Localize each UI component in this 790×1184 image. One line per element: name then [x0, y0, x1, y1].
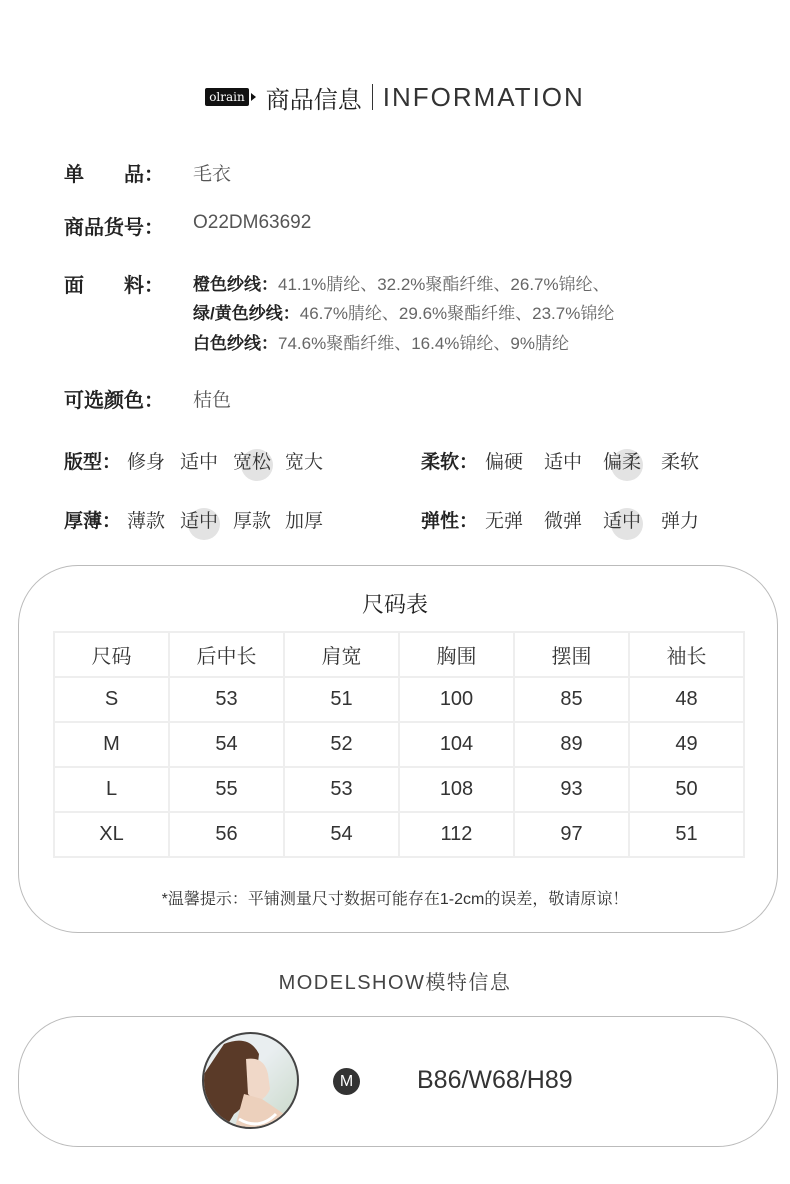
- attribute-option-wrap: [233, 506, 271, 533]
- table-cell: 89: [514, 722, 629, 767]
- attribute-option-selected: 适中: [603, 511, 642, 532]
- fabric-line: [193, 329, 569, 354]
- fabric-name: 绿/黄色纱线：: [193, 304, 300, 323]
- table-cell: 胸围: [399, 632, 514, 677]
- attribute-option: 厚款: [233, 511, 272, 532]
- attribute-option-wrap: [603, 506, 641, 533]
- section-header: [0, 80, 790, 114]
- attribute-option: 弹力: [661, 511, 700, 532]
- model-card: [18, 1016, 778, 1147]
- play-arrow-icon: [251, 93, 256, 101]
- table-cell: 100: [399, 677, 514, 722]
- table-cell: 尺码: [54, 632, 169, 677]
- attribute-row: [421, 447, 478, 474]
- attribute-option: 偏硬: [485, 452, 524, 473]
- table-row: [54, 677, 744, 722]
- attribute-option-wrap: [603, 447, 641, 474]
- table-cell: S: [54, 677, 169, 722]
- table-cell: 50: [629, 767, 744, 812]
- attribute-option-wrap: [544, 506, 582, 533]
- attribute-option-wrap: [544, 447, 582, 474]
- attribute-option-wrap: [127, 506, 165, 533]
- table-cell: L: [54, 767, 169, 812]
- fabric-value: 41.1%腈纶、32.2%聚酯纤维、26.7%锦纶、: [278, 275, 610, 294]
- table-cell: XL: [54, 812, 169, 857]
- fabric-label: 面 料：: [64, 275, 164, 297]
- brand-logo: olrain: [205, 88, 249, 106]
- table-cell: 93: [514, 767, 629, 812]
- item-label: 单 品：: [64, 164, 164, 186]
- fabric-line: [193, 270, 610, 295]
- model-photo-icon: [204, 1034, 299, 1129]
- attribute-option-wrap: [285, 506, 323, 533]
- table-cell: 肩宽: [284, 632, 399, 677]
- table-cell: 53: [169, 677, 284, 722]
- table-cell: 108: [399, 767, 514, 812]
- fabric-name: 白色纱线：: [193, 334, 278, 353]
- color-label: 可选颜色：: [64, 390, 164, 412]
- measurement-note: *温馨提示：平铺测量尺寸数据可能存在1-2cm的误差，敬请原谅！: [161, 891, 629, 908]
- attribute-option-wrap: [180, 506, 218, 533]
- attribute-label: 柔软：: [421, 452, 479, 473]
- table-cell: M: [54, 722, 169, 767]
- table-cell: 53: [284, 767, 399, 812]
- attribute-option: 修身: [127, 452, 166, 473]
- item-value: 毛衣: [193, 164, 232, 185]
- attribute-option-wrap: [661, 447, 699, 474]
- section-title: 商品信息: [265, 86, 362, 114]
- table-cell: 摆围: [514, 632, 629, 677]
- color-value: 桔色: [193, 390, 232, 411]
- table-cell: 54: [284, 812, 399, 857]
- model-section-title: MODELSHOW模特信息: [278, 972, 512, 994]
- sku-label: 商品货号：: [64, 217, 164, 239]
- attribute-option-selected: 偏柔: [603, 452, 642, 473]
- sku-value: O22DM63692: [193, 212, 312, 233]
- size-table: [53, 631, 745, 858]
- attribute-option: 柔软: [661, 452, 700, 473]
- attribute-option: 加厚: [285, 511, 324, 532]
- table-cell: 56: [169, 812, 284, 857]
- attribute-label: 版型：: [64, 452, 122, 473]
- table-row: [54, 722, 744, 767]
- attribute-option: 适中: [180, 452, 219, 473]
- table-cell: 112: [399, 812, 514, 857]
- table-cell: 54: [169, 722, 284, 767]
- attribute-option: 无弹: [485, 511, 524, 532]
- table-cell: 104: [399, 722, 514, 767]
- attribute-option-wrap: [661, 506, 699, 533]
- attribute-option-wrap: [233, 447, 271, 474]
- fabric-value: 74.6%聚酯纤维、16.4%锦纶、9%腈纶: [278, 334, 569, 353]
- attribute-option-selected: 宽松: [233, 452, 272, 473]
- table-cell: 51: [629, 812, 744, 857]
- model-avatar: [202, 1032, 299, 1129]
- fabric-name: 橙色纱线：: [193, 275, 278, 294]
- table-cell: 97: [514, 812, 629, 857]
- size-badge: M: [333, 1068, 360, 1095]
- table-cell: 55: [169, 767, 284, 812]
- table-cell: 49: [629, 722, 744, 767]
- divider: [372, 84, 373, 110]
- table-row: [54, 812, 744, 857]
- attribute-option: 薄款: [127, 511, 166, 532]
- attribute-option-wrap: [180, 447, 218, 474]
- model-measurements: B86/W68/H89: [417, 1066, 573, 1094]
- attribute-option: 适中: [544, 452, 583, 473]
- attribute-label: 厚薄：: [64, 511, 122, 532]
- fabric-line: [193, 299, 614, 324]
- attribute-row: [64, 447, 121, 474]
- attribute-option: 宽大: [285, 452, 324, 473]
- fabric-value: 46.7%腈纶、29.6%聚酯纤维、23.7%锦纶: [299, 304, 615, 323]
- table-cell: 袖长: [629, 632, 744, 677]
- table-cell: 85: [514, 677, 629, 722]
- attribute-label: 弹性：: [421, 511, 479, 532]
- attribute-option: 微弹: [544, 511, 583, 532]
- table-cell: 48: [629, 677, 744, 722]
- attribute-row: [421, 506, 478, 533]
- table-cell: 51: [284, 677, 399, 722]
- section-title-en: INFORMATION: [382, 81, 585, 112]
- table-header-row: [54, 632, 744, 677]
- size-chart-title: 尺码表: [361, 592, 428, 617]
- table-cell: 52: [284, 722, 399, 767]
- table-cell: 后中长: [169, 632, 284, 677]
- attribute-option-selected: 适中: [180, 511, 219, 532]
- table-row: [54, 767, 744, 812]
- attribute-row: [64, 506, 121, 533]
- attribute-option-wrap: [485, 447, 523, 474]
- attribute-option-wrap: [285, 447, 323, 474]
- attribute-option-wrap: [127, 447, 165, 474]
- attribute-option-wrap: [485, 506, 523, 533]
